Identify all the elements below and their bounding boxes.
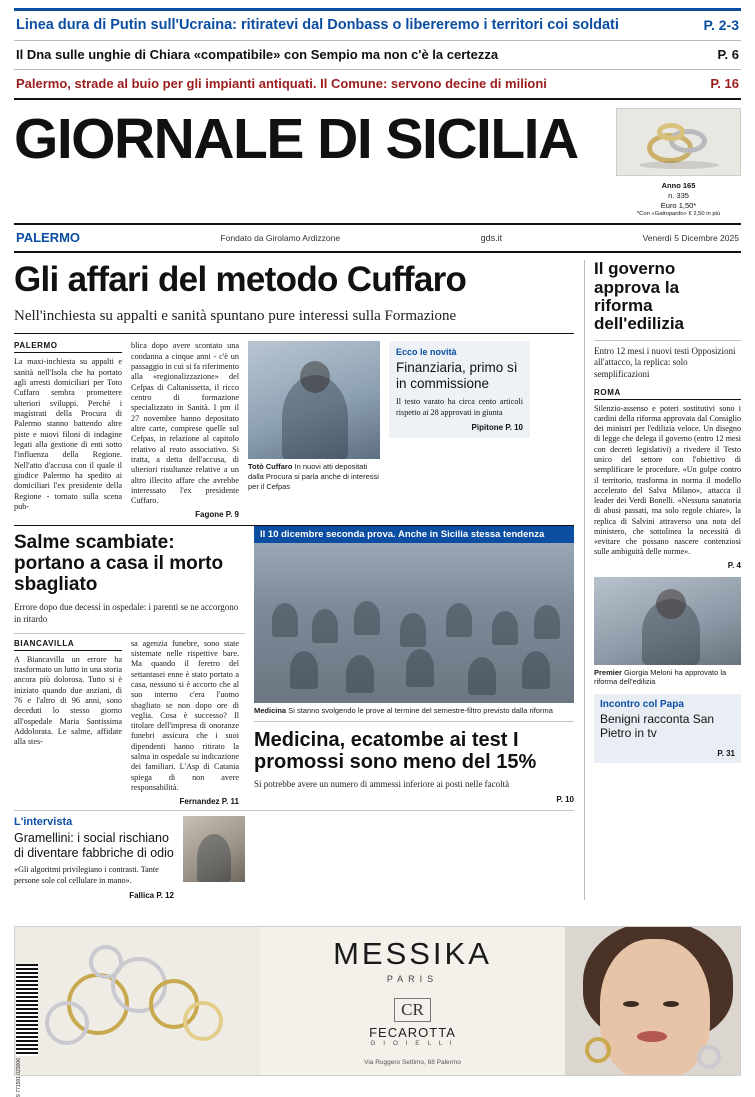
cuffaro-photo [248,341,380,459]
jewellery-promo-image [616,108,741,176]
lead-byline-page: P. 9 [225,510,239,520]
medicina-page[interactable]: P. 10 [556,794,574,804]
lead-byline[interactable] [131,510,239,519]
governo-page[interactable]: P. 4 [727,560,741,570]
meloni-caption-name: Premier [594,667,622,677]
exam-hall-caption [254,706,574,716]
teaser-text: Il Dna sulle unghie di Chiara «compatibile» con Sempio ma non c'è la certezza [16,47,499,62]
lead-headline[interactable]: Gli affari del metodo Cuffaro [14,260,467,300]
interview-block[interactable] [14,816,574,899]
finanziaria-kicker: Ecco le novità [396,347,457,358]
governo-kicker: ROMA [594,388,741,400]
masthead-nota: *Con «Gattopardo» € 2,50 in più [636,211,721,218]
barcode [16,964,38,1097]
salme-title: Salme scambiate: portano a casa il morto sbagliato [14,532,224,596]
teaser-page: P. 2-3 [703,17,739,33]
teaser-item[interactable] [14,41,741,70]
medicina-strip: Il 10 dicembre seconda prova. Anche in Sicilia stessa tendenza [254,526,574,543]
papa-box-body: Benigni racconta San Pietro in tv [600,712,715,740]
masthead-numero: n. 335 [668,191,689,201]
finanziaria-box[interactable] [389,341,530,519]
interview-text [14,816,174,899]
photo-caption-name: Totò Cuffaro [248,462,293,472]
ad-retailer-name: FECAROTTA [369,1025,456,1040]
lead-body-1: La maxi-inchiesta su appalti e sanità nell'Isola che ha portato agli arresti domiciliari per Toto Cuffaro sembra promettere ulteriori sviluppi. Perché i magistrati della Procura di Palermo stanno battendo altre piste e nuovi filoni di indagine legati alla gestione di enti sotto l'influenza della Regione. Nell'atto d'accusa con il quale il giudice Palermo ha spedito ai domiciliari l'ex presidente della Regione - tornato sulla scena pub- [14,357,122,511]
papa-box-page: P. 31 [717,748,735,758]
medicina-caption-text: Si stanno svolgendo le prove al termine del semestre-filtro previsto dalla riforma [288,706,553,716]
exam-hall-photo [254,543,574,703]
founder-note: Fondato da Girolamo Ardizzone [220,232,341,243]
lead-body-2: blica dopo avere scontato una condanna a cinque anni - c'è un passaggio in cui si fa riferimento alla «regionalizzazione» del Cefpas di Caltanissetta, il ricco centro di formazione specializzato in Sanità. I pm il 27 novembre hanno depositato altre carte, comprese quelle sul Cefpas, in relazione al capitolo relativo al reato associativo. Si tratta, a detta dell'accusa, di ulteriori risultanze relative a un altro illecito affare che avrebbe interessato l'ex presidente Cuffaro. [131,341,239,506]
medicina-article[interactable] [254,526,574,806]
ad-brand-block [260,927,565,1075]
meloni-photo [594,577,741,665]
main-content [14,253,741,899]
issue-date: Venerdì 5 Dicembre 2025 [642,232,739,243]
cuffaro-photo-caption [248,462,380,491]
salme-article[interactable] [14,526,245,806]
teaser-item[interactable] [14,11,741,41]
masthead-right [616,108,741,219]
teaser-text: Palermo, strade al buio per gli impianti antiquati. Il Comune: servono decine di milioni [16,76,547,91]
meloni-photo-caption [594,668,741,688]
interview-photo-wrap [183,816,245,899]
interview-byline-name: Fallica [129,890,155,900]
governo-title[interactable]: Il governo approva la riforma dell'edilizia [594,259,685,334]
lead-photo-col [248,341,380,519]
governo-sub: Entro 12 mesi i nuovi testi Opposizioni all'attacco, la replica: solo semplificazioni [594,345,736,379]
governo-body: Silenzio-assenso e poteri sostitutivi sono i cardini della riforma approvata dal Consiglio dei ministri per l'edilizia veloce. Un disegno di legge che delega il governo (entro 12 mesi con decreti legislativi) a rivedere il Testo unico del settore con l'obiettivo di semplificare le procedure. «Un golpe contro il territorio, trasforma in norma il modello accelerato del Salva Milano», attacca il leader dei Verdi Bonelli. «Nessuna sanatoria di abusi passati, ma solo regole chiare», la replica di Salvini attraverso una nota del ministero, che sottolinea la necessità di «evitare che possano nascere contenziosi sulle ambiguità delle norme». [594,403,741,557]
interview-title: Gramellini: i social rischiano di diventare fabbriche di odio [14,831,174,860]
teaser-text: Linea dura di Putin sull'Ucraina: ritiratevi dal Donbass o libereremo i territori coi soldati [16,17,619,33]
papa-box-title: Incontro col Papa [600,699,684,711]
ad-retailer-monogram: CR [394,998,431,1022]
ad-model-image [565,927,740,1075]
teaser-page: P. 6 [717,47,739,62]
newspaper-front-page [0,8,755,1097]
salme-body-cols [14,639,245,807]
ad-brand-sub: PARIS [386,974,439,984]
papa-box[interactable] [594,694,741,763]
left-column [14,260,574,899]
ad-retailer-logo [369,998,456,1047]
finanziaria-byline-name: Pipitone [471,422,504,432]
lead-byline-name: Fagone [195,510,224,520]
masthead-prezzo: Euro 1,50* [660,201,697,211]
salme-col-1 [14,639,122,807]
finanziaria-title: Finanziaria, primo sì in commissione [396,360,518,391]
finanziaria-body: Il testo varato ha circa cento articoli rispetto ai 28 approvati in giunta [396,397,523,417]
ad-address: Via Ruggero Settimo, 68 Palermo [364,1059,461,1066]
ad-brand-name: MESSIKA [333,936,492,971]
finanziaria-box-inner [389,341,530,437]
advertisement[interactable] [14,926,741,1076]
teaser-item[interactable] [14,70,741,100]
lead-subhead: Nell'inchiesta su appalti e sanità spuntano pure interessi sulla Formazione [14,308,457,325]
masthead-anno: Anno 165 [661,181,696,190]
gramellini-photo [183,816,245,882]
ad-retailer-sub: G I O I E L L I [370,1040,455,1047]
medicina-sub: Si potrebbe avere un numero di ammessi inferiore ai posti nelle facoltà [254,779,510,790]
medicina-caption-tag: Medicina [254,706,287,716]
medicina-title: Medicina, ecatombe ai test I promossi sono meno del 15% [254,729,537,774]
salme-byline[interactable] [131,797,239,806]
barcode-number: 9 771591 023006 [16,1058,22,1097]
interview-kicker: L'intervista [14,816,73,829]
right-column [584,260,741,899]
salme-sub: Errore dopo due decessi in ospedale: i parenti se ne accorgono in ritardo [14,602,239,624]
lead-col-1 [14,341,122,519]
masthead [14,100,741,219]
finanziaria-byline[interactable] [396,423,523,432]
salme-kicker: BIANCAVILLA [14,639,122,651]
salme-body-1: A Biancavilla un errore ha trasformato un lutto in una storia ancora più dolorosa. Tutto si è iniziato quando due anziani, di 76 e l'altro di 96 anni, sono deceduti lo stesso giorno all'ospedale Maria Santissima Addolorata. Le salme, affidate alla stes- [14,654,122,747]
secondary-articles [14,526,574,806]
finanziaria-byline-page: P. 10 [505,422,523,432]
lead-col-2 [131,341,239,519]
masthead-meta [616,181,741,219]
salme-col-2 [131,639,239,807]
lead-article-grid [14,334,574,519]
ad-jewellery-image [15,927,260,1075]
newspaper-logo: GIORNALE DI SICILIA [14,107,578,171]
website-link[interactable]: gds.it [480,232,503,243]
salme-byline-name: Fernandez [179,797,220,807]
barcode-bars [16,964,38,1056]
lead-kicker: PALERMO [14,341,122,353]
interview-byline[interactable] [14,891,174,900]
edition-city: PALERMO [16,230,81,246]
interview-byline-page: P. 12 [156,890,174,900]
teaser-page: P. 16 [710,76,739,91]
teaser-bar [14,8,741,100]
photo-caption-text: In nuovi atti depositati dalla Procura si parla anche di interessi per il Cefpas [248,462,379,491]
salme-body-2: sa agenzia funebre, sono state sistemate nelle rispettive bare. Ma quando il feretro del settantasei enne è stato portato a casa, nessuno si è accorto che al suo interno c'era l'uomo sbagliato se non dopo ore di veglia. Cosa è successo? Il titolare dell'impresa di onoranze funebri assicura che i suoi dipendenti hanno ritirato la salma in ospedale su indicazione dei familiari. L'Asp di Catania spiega di non avere responsabilità. [131,638,239,793]
salme-byline-page: P. 11 [221,797,239,807]
masthead-info-bar [14,225,741,253]
meloni-caption-text: Giorgia Meloni ha approvato la riforma dell'edilizia [594,667,727,687]
interview-quote: «Gli algoritmi privilegiano i contrasti. Tante persone sole col cellulare in mano». [14,865,159,885]
